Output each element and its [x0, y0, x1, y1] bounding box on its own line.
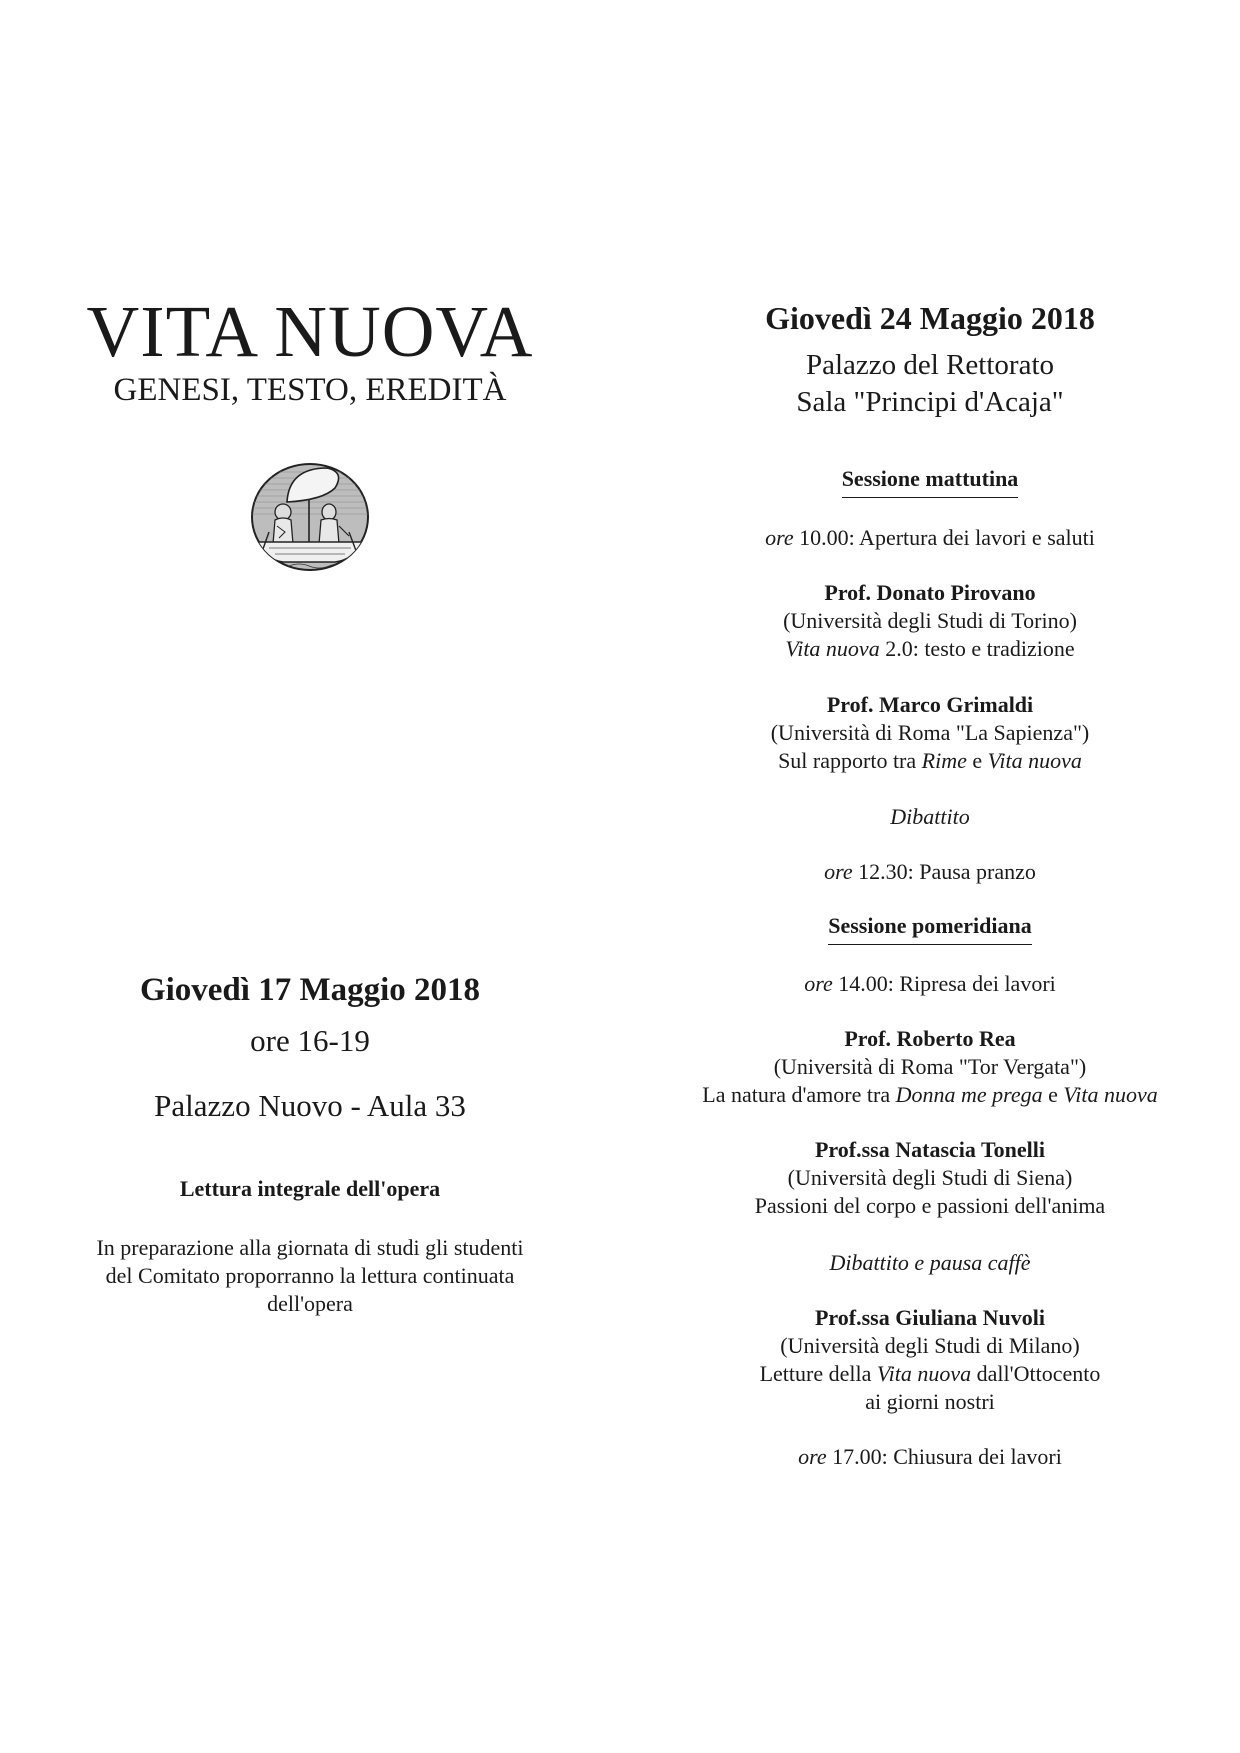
left-event-place: Palazzo Nuovo - Aula 33: [154, 1088, 466, 1123]
afternoon-session-heading: Sessione pomeridiana: [660, 912, 1200, 945]
subtitle: GENESI, TESTO, EREDITÀ: [113, 372, 507, 408]
talk-title: La natura d'amore tra Donna me prega e Vita nuova: [702, 1082, 1158, 1107]
speaker-name: Prof.ssa Natascia Tonelli: [814, 1137, 1045, 1162]
talk-nuvoli: [660, 1304, 1200, 1416]
talk-tonelli: [660, 1136, 1200, 1220]
speaker-name: Prof. Donato Pirovano: [824, 580, 1036, 605]
debate-break-note: Dibattito e pausa caffè: [829, 1250, 1031, 1275]
talk-rea: [660, 1025, 1200, 1109]
left-event-time: ore 16-19: [250, 1023, 370, 1058]
description-line: del Comitato proporranno la lettura continuata: [105, 1263, 515, 1288]
left-column: [40, 0, 580, 1753]
venue-line: Sala "Principi d'Acaja": [796, 386, 1064, 418]
talk-title-line2: ai giorni nostri: [865, 1389, 995, 1414]
talk-title: Sul rapporto tra Rime e Vita nuova: [778, 748, 1082, 773]
speaker-affiliation: (Università degli Studi di Milano): [780, 1333, 1080, 1358]
left-event-heading: Lettura integrale dell'opera: [179, 1176, 441, 1201]
left-event-date: Giovedì 17 Maggio 2018: [139, 972, 481, 1008]
speaker-affiliation: (Università di Roma "La Sapienza"): [770, 720, 1090, 745]
left-event-description: [40, 1234, 580, 1318]
right-event-venue: [660, 347, 1200, 421]
talk-grimaldi: [660, 691, 1200, 775]
closing-line: ore 17.00: Chiusura dei lavori: [798, 1444, 1062, 1469]
speaker-name: Prof. Roberto Rea: [844, 1026, 1016, 1051]
speaker-affiliation: (Università degli Studi di Torino): [783, 608, 1077, 633]
speaker-affiliation: (Università degli Studi di Siena): [787, 1165, 1073, 1190]
talk-pirovano: [660, 579, 1200, 663]
opening-line: ore 10.00: Apertura dei lavori e saluti: [765, 525, 1095, 550]
debate-note: Dibattito: [890, 804, 970, 829]
speaker-name: Prof. Marco Grimaldi: [826, 692, 1034, 717]
resume-line: ore 14.00: Ripresa dei lavori: [804, 971, 1056, 996]
speaker-name: Prof.ssa Giuliana Nuvoli: [814, 1305, 1046, 1330]
morning-session-heading: Sessione mattutina: [660, 465, 1200, 498]
right-column: [660, 0, 1200, 1753]
speaker-affiliation: (Università di Roma "Tor Vergata"): [773, 1054, 1087, 1079]
main-title: VITA NUOVA: [86, 291, 534, 372]
boat-emblem-icon: [249, 462, 371, 572]
venue-line: Palazzo del Rettorato: [805, 349, 1054, 381]
talk-title: Letture della Vita nuova dall'Ottocento: [759, 1361, 1101, 1386]
lunch-line: ore 12.30: Pausa pranzo: [824, 859, 1036, 884]
description-line: dell'opera: [267, 1291, 353, 1316]
right-event-date: Giovedì 24 Maggio 2018: [765, 300, 1095, 336]
talk-title: Vita nuova 2.0: testo e tradizione: [785, 636, 1075, 661]
talk-title: Passioni del corpo e passioni dell'anima: [754, 1193, 1106, 1218]
description-line: In preparazione alla giornata di studi gli studenti: [96, 1235, 524, 1260]
